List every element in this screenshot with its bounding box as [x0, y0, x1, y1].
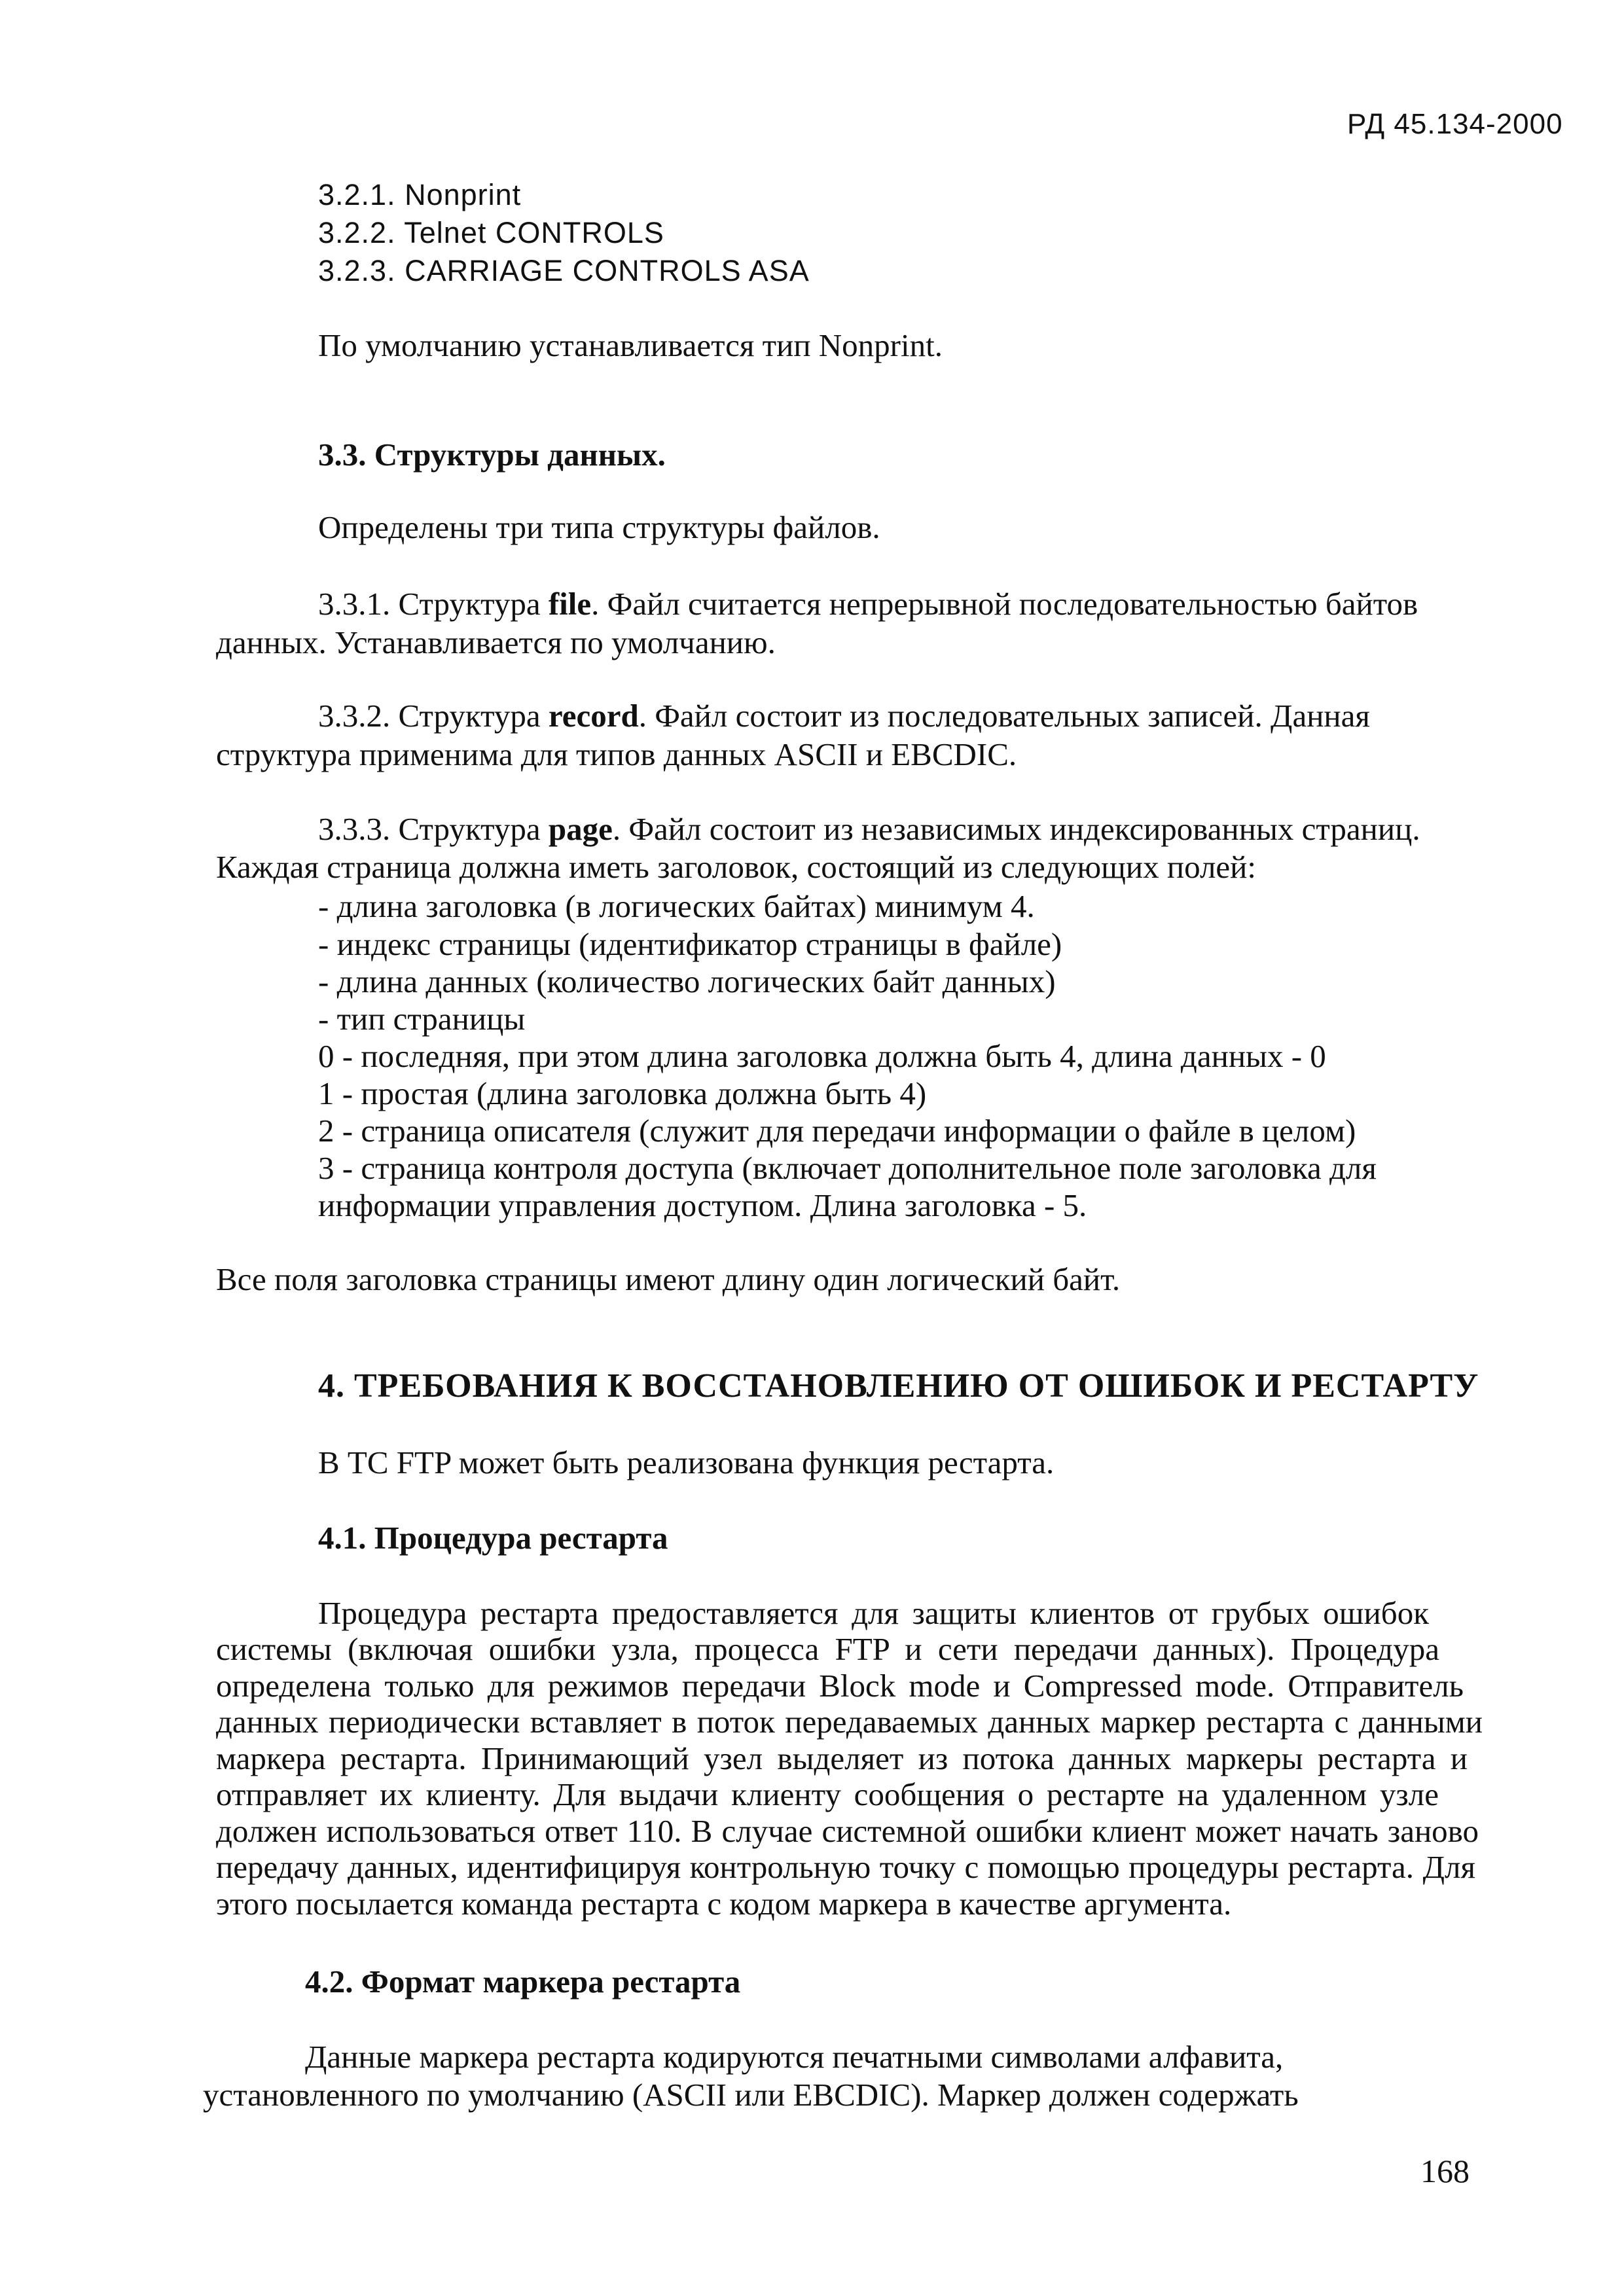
paragraph-3-3-3-line: Каждая страница должна иметь заголовок, состоящий из следующих полей: — [216, 849, 1256, 885]
section-3-3-closing: Все поля заголовка страницы имеют длину один логический байт. — [216, 1261, 1121, 1297]
page-type-item: 3 - страница контроля доступа (включает дополнительное поле заголовка для — [318, 1150, 1377, 1186]
section-4-2-heading: 4.2. Формат маркера рестарта — [305, 1964, 741, 2000]
document-code: РД 45.134-2000 — [1347, 108, 1563, 140]
page-type-item: информации управления доступом. Длина заголовка - 5. — [318, 1187, 1087, 1223]
section-4-intro: В ТС FTP может быть реализована функция рестарта. — [318, 1444, 1055, 1480]
paragraph-4-1-line: передачу данных, идентифицируя контрольную точку с помощью процедуры рестарта. Для — [216, 1849, 1475, 1885]
page-header-field: - длина данных (количество логических байт данных) — [318, 963, 1056, 999]
paragraph-3-3-3-line: 3.3.3. Структура page. Файл состоит из независимых индексированных страниц. — [318, 811, 1420, 847]
page-header-field: - длина заголовка (в логических байтах) минимум 4. — [318, 888, 1035, 924]
paragraph-4-1-line: маркера рестарта. Принимающий узел выделяет из потока данных маркеры рестарта и — [216, 1740, 1468, 1776]
paragraph-4-1-line: определена только для режимов передачи Block mode и Compressed mode. Отправитель — [216, 1668, 1464, 1704]
section-3-3-heading: 3.3. Структуры данных. — [318, 437, 666, 473]
default-type-note: По умолчанию устанавливается тип Nonprint. — [318, 327, 943, 363]
page-type-item: 1 - простая (длина заголовка должна быть 4) — [318, 1075, 927, 1111]
paragraph-4-1-line: Процедура рестарта предоставляется для защиты клиентов от грубых ошибок — [318, 1595, 1429, 1631]
type-list-item: 3.2.3. CARRIAGE CONTROLS ASA — [318, 254, 810, 287]
section-4-1-heading: 4.1. Процедура рестарта — [318, 1520, 668, 1556]
paragraph-4-1-line: должен использоваться ответ 110. В случае системной ошибки клиент может начать заново — [216, 1813, 1479, 1849]
page-header-field: - тип страницы — [318, 1001, 526, 1037]
paragraph-4-1-line: данных периодически вставляет в поток передаваемых данных маркер рестарта с данными — [216, 1704, 1483, 1740]
section-4-heading: 4. ТРЕБОВАНИЯ К ВОССТАНОВЛЕНИЮ ОТ ОШИБОК И РЕСТАРТУ — [318, 1367, 1479, 1405]
paragraph-4-1-line: этого посылается команда рестарта с кодом маркера в качестве аргумента. — [216, 1886, 1232, 1922]
paragraph-4-1-line: системы (включая ошибки узла, процесса FTP и сети передачи данных). Процедура — [216, 1631, 1439, 1667]
page-number: 168 — [1420, 2153, 1470, 2189]
paragraph-4-1-line: отправляет их клиенту. Для выдачи клиенту сообщения о рестарте на удаленном узле — [216, 1776, 1439, 1812]
page-type-item: 0 - последняя, при этом длина заголовка должна быть 4, длина данных - 0 — [318, 1038, 1326, 1074]
page-header-field: - индекс страницы (идентификатор страницы в файле) — [318, 926, 1062, 962]
section-3-3-intro: Определены три типа структуры файлов. — [318, 509, 880, 545]
paragraph-3-3-2-line: структура применима для типов данных ASCII и EBCDIC. — [216, 736, 1017, 772]
paragraph-4-2-line: Данные маркера рестарта кодируются печатными символами алфавита, — [305, 2039, 1284, 2075]
type-list-item: 3.2.2. Telnet CONTROLS — [318, 216, 664, 249]
paragraph-3-3-2-line: 3.3.2. Структура record. Файл состоит из последовательных записей. Данная — [318, 698, 1370, 734]
paragraph-3-3-1-line: 3.3.1. Структура file. Файл считается непрерывной последовательностью байтов — [318, 586, 1418, 622]
paragraph-3-3-1-line: данных. Устанавливается по умолчанию. — [216, 624, 776, 660]
paragraph-4-2-line: установленного по умолчанию (ASCII или EBCDIC). Маркер должен содержать — [203, 2077, 1299, 2113]
page-type-item: 2 - страница описателя (служит для передачи информации о файле в целом) — [318, 1113, 1356, 1149]
type-list-item: 3.2.1. Nonprint — [318, 178, 522, 211]
